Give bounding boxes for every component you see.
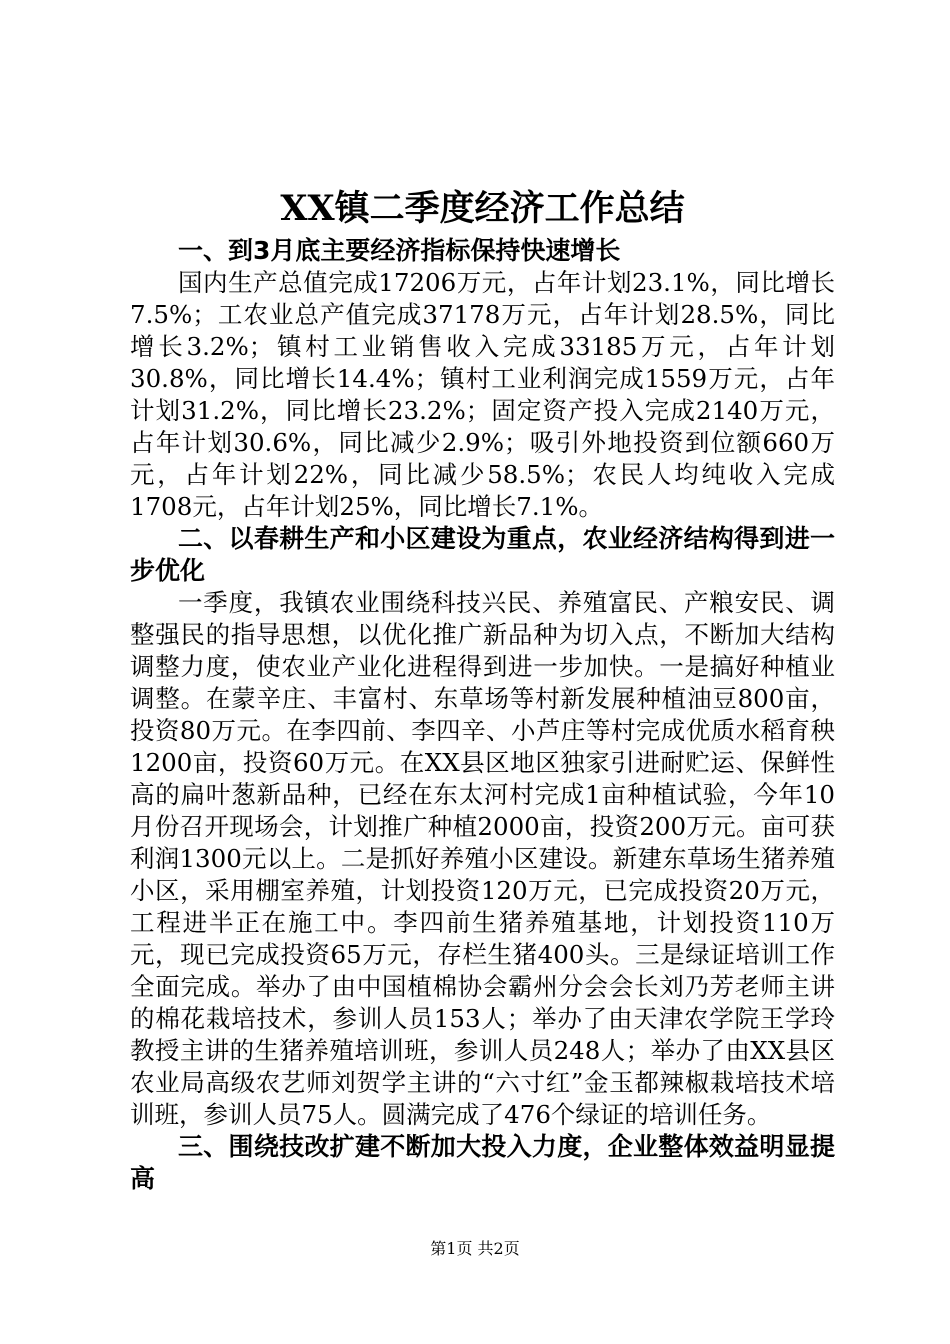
section-2-body: 一季度，我镇农业围绕科技兴民、养殖富民、产粮安民、调整强民的指导思想，以优化推广新品种为切入点，不断加大结构调整力度，使农业产业化进程得到进一步加快。一是搞好种植业调整。在蒙辛庄、丰富村、东草场等村新发展种植油豆800亩，投资80万元。在李四前、李四辛、小芦庄等村完成优质水稻育秧1200亩，投资60万元。在XX县区地区独家引进耐贮运、保鲜性高的扁叶葱新品种，已经在东太河村完成1亩种植试验，今年10月份召开现场会，计划推广种植2000亩，投资200万元。亩可获利润1300元以上。二是抓好养殖小区建设。新建东草场生猪养殖小区，采用棚室养殖，计划投资120万元，已完成投资20万元，工程进半正在施工中。李四前生猪养殖基地，计划投资110万元，现已完成投资65万元，存栏生猪400头。三是绿证培训工作全面完成。举办了由中国植棉协会霸州分会会长刘乃芳老师主讲的棉花栽培技术，参训人员153人；举办了由天津农学院王学玲教授主讲的生猪养殖培训班，参训人员248人；举办了由XX县区农业局高级农艺师刘贺学主讲的“六寸红”金玉都辣椒栽培技术培训班，参训人员75人。圆满完成了476个绿证的培训任务。: [130, 588, 835, 1129]
document-page: [130, 185, 835, 1195]
section-1-body: 国内生产总值完成17206万元，占年计划23.1%，同比增长7.5%；工农业总产值完成37178万元，占年计划28.5%，同比增长3.2%；镇村工业销售收入完成33185万元，占年计划30.8%，同比增长14.4%；镇村工业利润完成1559万元，占年计划31.2%，同比增长23.2%；固定资产投入完成2140万元，占年计划30.6%，同比减少2.9%；吸引外地投资到位额660万元，占年计划22%，同比减少58.5%；农民人均纯收入完成1708元，占年计划25%，同比增长7.1%。: [130, 268, 835, 521]
section-2-heading: 二、以春耕生产和小区建设为重点，农业经济结构得到进一步优化: [130, 524, 835, 585]
section-3-heading: 三、围绕技改扩建不断加大投入力度，企业整体效益明显提高: [130, 1132, 835, 1193]
document-title: XX镇二季度经济工作总结: [280, 188, 685, 229]
section-1-heading: 一、到3月底主要经济指标保持快速增长: [178, 236, 621, 265]
page-footer: 第1页 共2页: [430, 1239, 520, 1258]
